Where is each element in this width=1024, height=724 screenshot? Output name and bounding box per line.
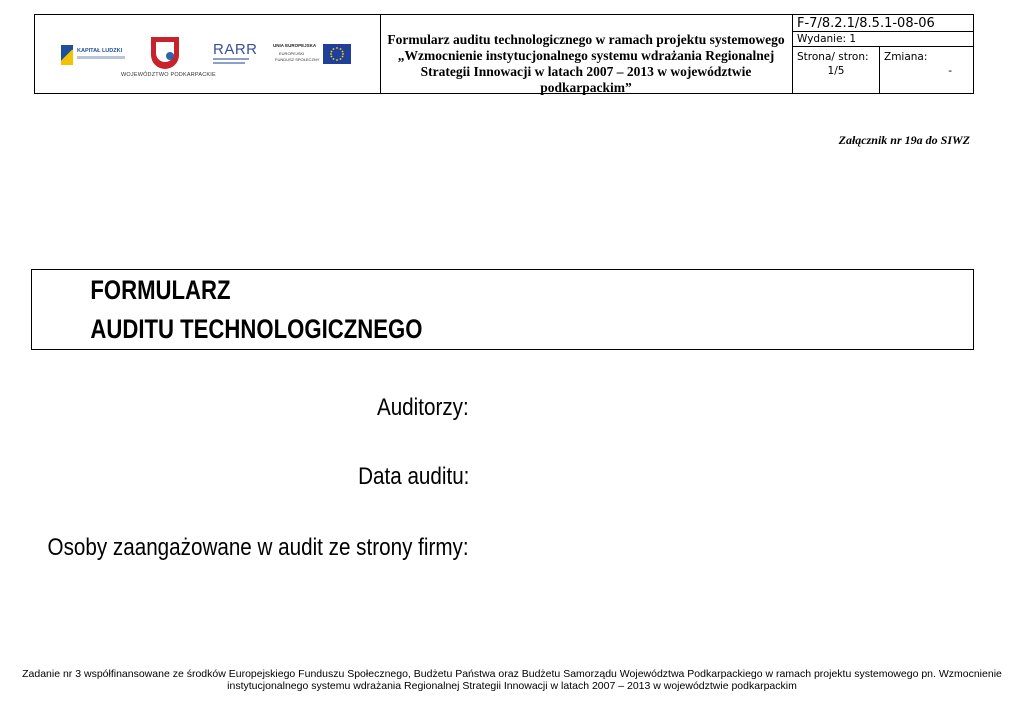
form-title-line2: AUDITU TECHNOLOGICZNEGO	[90, 314, 423, 344]
document-header	[34, 14, 974, 94]
kapital-ludzki-text: KAPITAŁ LUDZKI	[77, 48, 123, 54]
crest-icon	[151, 37, 179, 69]
eu-efs-text: EUROPEJSKI	[279, 51, 305, 56]
page-count-value: 1/5	[827, 65, 845, 77]
change-label: Zmiana:	[884, 51, 928, 63]
form-title-line1: FORMULARZ	[90, 275, 231, 305]
page-count-label: Strona/ stron:	[797, 51, 869, 63]
eu-fund-text: FUNDUSZ SPOŁECZNY	[275, 57, 320, 62]
rarr-logo	[213, 41, 261, 67]
kapital-ludzki-icon	[61, 45, 73, 65]
footer-note: Zadanie nr 3 współfinansowane ze środków Europejskiego Funduszu Społecznego, Budżetu Państwa oraz Budżetu Samorządu Województwa Podkarpackiego w ramach projektu systemowego pn. Wzmocnienie instytucjonalnego systemu wdrażania Regionalnej Strategii Innowacji w latach 2007 – 2013 w województwie podkarpackim	[22, 668, 1002, 692]
rarr-text: RARR	[213, 41, 258, 58]
kapital-ludzki-logo	[61, 45, 133, 65]
document-code: F-7/8.2.1/8.5.1-08-06	[793, 15, 974, 32]
change-value: -	[948, 65, 952, 77]
eu-logo	[273, 43, 351, 65]
eu-text: UNIA EUROPEJSKA	[273, 43, 317, 48]
audit-date-label: Data auditu:	[357, 463, 469, 490]
edition: Wydanie: 1	[793, 32, 974, 47]
podkarpackie-crest-logo	[151, 37, 179, 69]
form-header-title: Formularz auditu technologicznego w ramach projektu systemowego „Wzmocnienie instytucjonalnego systemu wdrażania Regionalnej Strategii Innowacji w latach 2007 – 2013 w województwie podkarpackim”	[380, 15, 793, 93]
logos-cell	[35, 15, 381, 93]
document-meta	[793, 15, 974, 93]
persons-involved-label: Osoby zaangażowane w audit ze strony firmy:	[47, 534, 469, 561]
page-count	[793, 47, 880, 93]
wojewodztwo-text: WOJEWÓDZTWO PODKARPACKIE	[121, 72, 216, 78]
eu-flag-icon	[323, 44, 351, 64]
annex-note: Załącznik nr 19a do SIWZ	[838, 133, 970, 147]
change	[880, 47, 974, 93]
auditors-label: Auditorzy:	[377, 394, 469, 421]
